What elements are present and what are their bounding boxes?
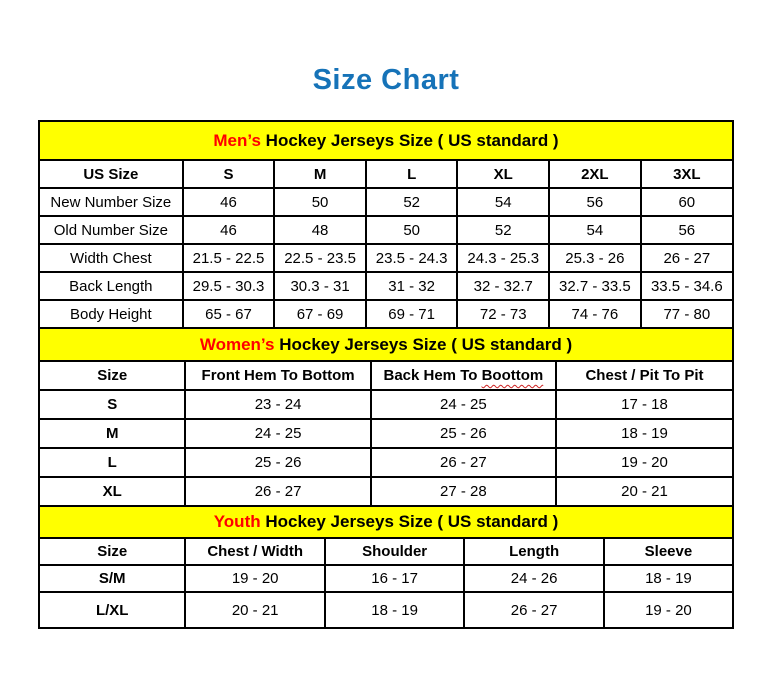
youth-cell: 19 - 20 (185, 565, 324, 592)
mens-cell: 52 (366, 188, 458, 216)
womens-col-header: Chest / Pit To Pit (556, 361, 733, 390)
youth-col-header: Length (464, 538, 603, 565)
mens-banner (39, 121, 733, 160)
youth-row (39, 592, 733, 628)
mens-row (39, 272, 733, 300)
mens-col-header: S (183, 160, 275, 188)
mens-cell: 67 - 69 (274, 300, 366, 328)
mens-col-header: L (366, 160, 458, 188)
mens-cell: 46 (183, 216, 275, 244)
youth-col-header: Shoulder (325, 538, 464, 565)
mens-row-label: Width Chest (39, 244, 183, 272)
mens-row (39, 216, 733, 244)
mens-cell: 56 (641, 216, 733, 244)
mens-cell: 77 - 80 (641, 300, 733, 328)
womens-row-label: XL (39, 477, 185, 506)
mens-cell: 50 (274, 188, 366, 216)
womens-row-label: S (39, 390, 185, 419)
mens-row (39, 300, 733, 328)
mens-cell: 48 (274, 216, 366, 244)
youth-row-label: L/XL (39, 592, 185, 628)
womens-cell: 23 - 24 (185, 390, 370, 419)
womens-row (39, 448, 733, 477)
mens-row-label: Body Height (39, 300, 183, 328)
youth-cell: 19 - 20 (604, 592, 733, 628)
youth-cell: 18 - 19 (325, 592, 464, 628)
youth-banner-accent: Youth (213, 512, 261, 531)
mens-cell: 69 - 71 (366, 300, 458, 328)
mens-cell: 29.5 - 30.3 (183, 272, 275, 300)
youth-banner-text: Hockey Jerseys Size ( US standard ) (265, 512, 559, 531)
youth-row-label: S/M (39, 565, 185, 592)
size-tables (38, 120, 734, 629)
mens-banner-text: Hockey Jerseys Size ( US standard ) (265, 130, 559, 150)
mens-cell: 72 - 73 (457, 300, 549, 328)
womens-cell: 20 - 21 (556, 477, 733, 506)
mens-cell: 50 (366, 216, 458, 244)
womens-cell: 24 - 25 (185, 419, 370, 448)
mens-col-header: XL (457, 160, 549, 188)
mens-cell: 52 (457, 216, 549, 244)
womens-col-header: Front Hem To Bottom (185, 361, 370, 390)
womens-col-header: Back Hem To Boottom (371, 361, 556, 390)
mens-cell: 21.5 - 22.5 (183, 244, 275, 272)
mens-col-header: 2XL (549, 160, 641, 188)
mens-cell: 23.5 - 24.3 (366, 244, 458, 272)
mens-row-label: New Number Size (39, 188, 183, 216)
mens-cell: 30.3 - 31 (274, 272, 366, 300)
mens-cell: 56 (549, 188, 641, 216)
womens-size-table (38, 327, 734, 507)
mens-cell: 22.5 - 23.5 (274, 244, 366, 272)
womens-cell: 25 - 26 (185, 448, 370, 477)
youth-banner (39, 506, 733, 538)
womens-row-label: L (39, 448, 185, 477)
womens-row (39, 477, 733, 506)
youth-cell: 16 - 17 (325, 565, 464, 592)
womens-banner-text: Hockey Jerseys Size ( US standard ) (279, 334, 573, 354)
mens-cell: 54 (549, 216, 641, 244)
womens-banner (39, 328, 733, 361)
womens-cell: 18 - 19 (556, 419, 733, 448)
womens-cell: 26 - 27 (185, 477, 370, 506)
mens-size-table (38, 120, 734, 329)
mens-cell: 26 - 27 (641, 244, 733, 272)
mens-row-label: Back Length (39, 272, 183, 300)
youth-cell: 18 - 19 (604, 565, 733, 592)
mens-cell: 60 (641, 188, 733, 216)
youth-col-header: Size (39, 538, 185, 565)
mens-cell: 46 (183, 188, 275, 216)
mens-cell: 25.3 - 26 (549, 244, 641, 272)
youth-col-header: Chest / Width (185, 538, 324, 565)
misspelled-word: Boottom (481, 367, 544, 384)
womens-cell: 25 - 26 (371, 419, 556, 448)
mens-col-header: M (274, 160, 366, 188)
womens-banner-accent: Women’s (199, 334, 275, 354)
womens-row (39, 390, 733, 419)
mens-cell: 33.5 - 34.6 (641, 272, 733, 300)
youth-cell: 26 - 27 (464, 592, 603, 628)
mens-cell: 32.7 - 33.5 (549, 272, 641, 300)
womens-cell: 27 - 28 (371, 477, 556, 506)
page-title: Size Chart (312, 64, 460, 96)
womens-cell: 19 - 20 (556, 448, 733, 477)
womens-cell: 26 - 27 (371, 448, 556, 477)
youth-col-header: Sleeve (604, 538, 733, 565)
womens-col-header: Size (39, 361, 185, 390)
mens-row (39, 244, 733, 272)
womens-row (39, 419, 733, 448)
womens-cell: 17 - 18 (556, 390, 733, 419)
mens-row-label: Old Number Size (39, 216, 183, 244)
mens-col-header: US Size (39, 160, 183, 188)
mens-cell: 32 - 32.7 (457, 272, 549, 300)
mens-cell: 31 - 32 (366, 272, 458, 300)
mens-cell: 24.3 - 25.3 (457, 244, 549, 272)
youth-size-table (38, 505, 734, 629)
mens-cell: 65 - 67 (183, 300, 275, 328)
mens-banner-accent: Men’s (213, 130, 261, 150)
youth-cell: 24 - 26 (464, 565, 603, 592)
mens-row (39, 188, 733, 216)
womens-row-label: M (39, 419, 185, 448)
womens-cell: 24 - 25 (371, 390, 556, 419)
youth-cell: 20 - 21 (185, 592, 324, 628)
mens-cell: 74 - 76 (549, 300, 641, 328)
mens-cell: 54 (457, 188, 549, 216)
youth-row (39, 565, 733, 592)
mens-col-header: 3XL (641, 160, 733, 188)
